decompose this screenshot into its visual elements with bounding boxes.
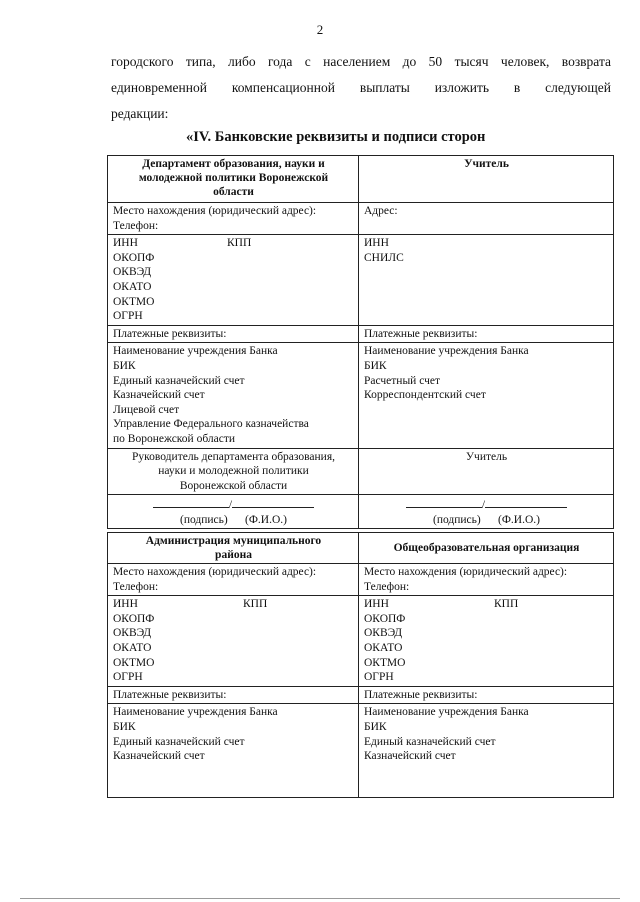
teacher-signer-cell: Учитель: [359, 448, 614, 495]
section-title: «IV. Банковские реквизиты и подписи сторон: [186, 129, 486, 145]
school-header: Общеобразовательная организация: [359, 533, 614, 564]
page-bottom-edge: [20, 898, 620, 899]
teacher-bank-cell: Наименование учреждения Банка БИК Расчетный счет Корреспондентский счет: [359, 343, 614, 448]
department-signature-cell: [108, 495, 359, 529]
teacher-address-cell: Адрес:: [359, 203, 614, 235]
kpp-label: КПП: [243, 598, 268, 611]
administration-header: Администрация муниципального района: [108, 533, 359, 564]
inn-label: ИНН: [113, 598, 138, 611]
department-bank-cell: Наименование учреждения Банка БИК Единый казначейский счет Казначейский счет Лицевой счет Управление Федерального казначейства по Воронежской области: [108, 343, 359, 448]
teacher-header: Учитель: [359, 156, 614, 203]
department-signer-cell: Руководитель департамента образования, науки и молодежной политики Воронежской области: [108, 448, 359, 495]
page-number: 2: [316, 22, 324, 37]
inn-label: ИНН: [364, 598, 389, 611]
department-codes-cell: ИНН КПП ОКОПФ ОКВЭД ОКАТО ОКТМО ОГРН: [108, 235, 359, 326]
signature-line: /: [113, 496, 354, 513]
department-header: Департамент образования, науки и молодежной политики Воронежской области: [108, 156, 359, 203]
intro-paragraph: [111, 49, 611, 127]
school-address-cell: Место нахождения (юридический адрес): Телефон:: [359, 564, 614, 596]
administration-payment-label: Платежные реквизиты:: [108, 686, 359, 704]
intro-line-1: городского типа, либо года с населением до 50 тысяч человек, возврата: [111, 54, 611, 69]
intro-line-3: редакции:: [111, 106, 169, 121]
requisites-table-administration-school: [107, 532, 614, 798]
intro-line-2: единовременной компенсационной выплаты изложить в следующей: [111, 80, 611, 95]
school-payment-label: Платежные реквизиты:: [359, 686, 614, 704]
department-payment-label: Платежные реквизиты:: [108, 325, 359, 343]
school-codes-cell: ИНН КПП ОКОПФ ОКВЭД ОКАТО ОКТМО ОГРН: [359, 596, 614, 687]
teacher-signature-cell: [359, 495, 614, 529]
teacher-ids-cell: ИНН СНИЛС: [359, 235, 614, 326]
signature-line: /: [364, 496, 609, 513]
kpp-label: КПП: [494, 598, 519, 611]
signature-caption: (подпись) (Ф.И.О.): [433, 513, 540, 526]
department-address-cell: Место нахождения (юридический адрес): Телефон:: [108, 203, 359, 235]
signature-caption: (подпись) (Ф.И.О.): [180, 513, 287, 526]
inn-label: ИНН: [113, 237, 138, 250]
teacher-payment-label: Платежные реквизиты:: [359, 325, 614, 343]
school-bank-cell: Наименование учреждения Банка БИК Единый казначейский счет Казначейский счет: [359, 704, 614, 798]
administration-address-cell: Место нахождения (юридический адрес): Телефон:: [108, 564, 359, 596]
administration-bank-cell: Наименование учреждения Банка БИК Единый казначейский счет Казначейский счет: [108, 704, 359, 798]
kpp-label: КПП: [227, 237, 252, 250]
requisites-table-department-teacher: [107, 155, 614, 529]
administration-codes-cell: ИНН КПП ОКОПФ ОКВЭД ОКАТО ОКТМО ОГРН: [108, 596, 359, 687]
